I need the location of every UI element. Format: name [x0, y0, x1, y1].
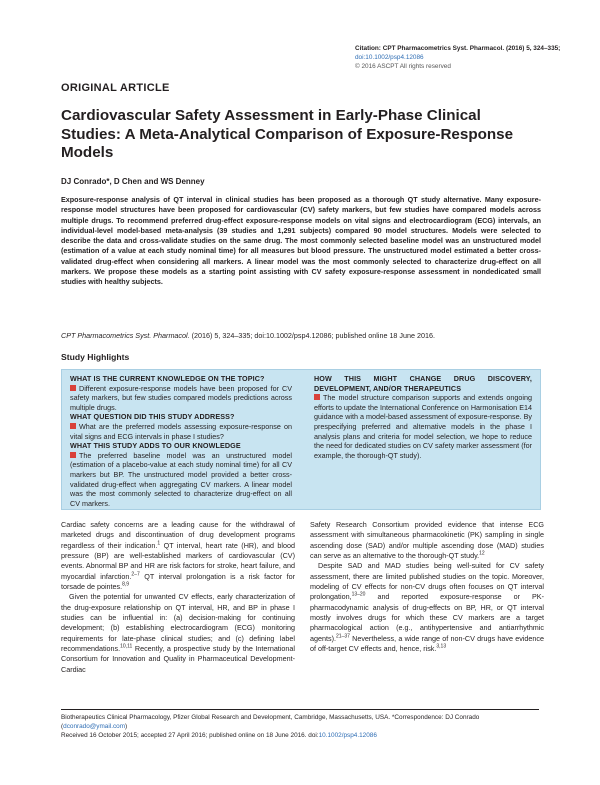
citation-doi-link[interactable]: doi:10.1002/psp4.12086	[355, 54, 424, 61]
highlight-question: WHAT THIS STUDY ADDS TO OUR KNOWLEDGE	[70, 441, 241, 451]
highlight-answer: What are the preferred models assessing exposure-response on vital signs and ECG intervals in phase I studies?	[70, 421, 292, 441]
body-left-column	[61, 520, 295, 675]
citation-block	[355, 44, 570, 71]
article-title: Cardiovascular Safety Assessment in Early-Phase Clinical Studies: A Meta-Analytical Comparison of Exposure-Response Models	[61, 107, 514, 161]
footnote-divider	[61, 709, 539, 710]
highlights-right-column	[314, 374, 532, 460]
highlight-question: WHAT QUESTION DID THIS STUDY ADDRESS?	[70, 412, 235, 422]
authors: DJ Conrado*, D Chen and WS Denney	[61, 177, 205, 186]
highlight-question: HOW THIS MIGHT CHANGE DRUG DISCOVERY, DEVELOPMENT, AND/OR THERAPEUTICS	[314, 374, 532, 393]
affiliation: Biotherapeutics Clinical Pharmacology, Pfizer Global Research and Development, Cambridge, Massachusetts, USA. *Correspondence: DJ Conrado (	[61, 714, 480, 730]
section-label: ORIGINAL ARTICLE	[61, 82, 170, 94]
journal-name: CPT Pharmacometrics Syst. Pharmacol.	[61, 331, 190, 340]
highlights-left-column	[70, 374, 292, 508]
body-paragraph: Despite SAD and MAD studies being well-suited for CV safety assessment, there are limited published studies on the topic. Moreover, modeling of CV effects for non-CV drugs often focuses on QT interval prolongation,$^{13-20}$ and reported exposure-response or PK-pharmacodynamic analysis of drug-effects on BP, HR, or QT interval mostly involves drugs for which these CV markers are a target pharmacological action (e.g., antihypertensive and antiarrhythmic agents).$^{21-37}$ Nevertheless, a wide range of non-CV drugs have evidence of off-target CV effects and, hence, risk.$^{3,13}$	[310, 561, 544, 654]
highlights-heading: Study Highlights	[61, 352, 130, 362]
checkbox-icon	[314, 394, 320, 400]
body-paragraph: Cardiac safety concerns are a leading cause for the withdrawal of marketed drugs and discontinuation of drug development programs regardless of their indication.$^1$ QT interval, heart rate (HR), and blood pressure (BP) are well-established markers of cardiovascular (CV) events. Abnormal BP and HR are risk factors for stroke, heart failure, and myocardial infarction.$^{2-7}$ QT interval prolongation is a risk factor for torsade de pointes.$^{8,9}$	[61, 520, 296, 592]
study-highlights-box	[61, 369, 541, 510]
footnote: Biotherapeutics Clinical Pharmacology, Pfizer Global Research and Development, Cambridge, Massachusetts, USA. *Correspondence: DJ Conrado (dconrado@ymail.com) Received 16 October 2015; accepted 27 April 2016; published online on 18 June 2016. doi:10.1002/psp4.12086	[61, 714, 480, 739]
journal-citation-line	[61, 331, 541, 341]
highlight-question: WHAT IS THE CURRENT KNOWLEDGE ON THE TOPIC?	[70, 374, 265, 383]
citation-text: CPT Pharmacometrics Syst. Pharmacol. (2016) 5, 324–335;	[382, 45, 561, 52]
abstract: Exposure-response analysis of QT interval in clinical studies has been proposed as a thorough QT study alternative. Many exposure-response model structures have been proposed for cardiovascular (CV) safety markers, but few studies have compared models across multiple drugs. To recommend preferred drug-effect exposure-response models on vital signs and electrocardiogram (ECG) intervals, an individual-level model-based meta-analysis (39 studies and 1,291 subjects) compared 90 model structures. Models were selected to describe the data and cross-validate studies on the same drug. The most commonly selected baseline model was an unstructured model (estimation of a value at each study nominal time) for all measures but blood pressure. The unstructured model estimated a better cross-validated drug-effect when considering all markers. A linear model was the most commonly selected to characterize drug-effect on all markers. We propose these models as a starting point assisting with CV safety exposure-response assessment in nondedicated small studies with healthy subjects.	[61, 195, 541, 287]
journal-details: (2016) 5, 324–335; doi:10.1002/psp4.12086; published online 18 June 2016.	[189, 331, 436, 340]
checkbox-icon	[70, 423, 76, 429]
body-paragraph: Safety Research Consortium provided evidence that intense ECG assessment with simultaneous pharmacokinetic (PK) sampling in single ascending dose (SAD) and/or multiple ascending dose (MAD) studies can serve as an alternative to the thorough-QT study.$^{12}$	[310, 520, 544, 561]
highlight-answer: Different exposure-response models have been proposed for CV safety markers, but few studies compared models predictions across multiple drugs.	[70, 383, 292, 412]
citation-label: Citation:	[355, 45, 381, 52]
footnote-doi-link[interactable]: 10.1002/psp4.12086	[318, 732, 377, 739]
received-dates: Received 16 October 2015; accepted 27 April 2016; published online on 18 June 2016. doi:	[61, 732, 319, 739]
copyright: © 2016 ASCPT All rights reserved	[355, 63, 451, 70]
highlight-answer: The preferred baseline model was an unstructured model (estimation of a placebo-value at each study nominal time) for all CV markers but BP. The unstructured model provided a better cross-validated drug-effect when aggregating CV markers. A linear model was the most commonly selected to characterize drug-effect on all CV markers.	[70, 450, 292, 508]
body-paragraph: Given the potential for unwanted CV effects, early characterization of the drug-exposure relationship on QT interval, HR, and BP in phase I studies can be influential in: (a) decision-making for continuing development; (b) establishing electrocardiogram (ECG) monitoring requirements for late-phase clinical studies; and (c) defining label recommendations.$^{10,11}$ Recently, a prospective study by the International Consortium for Innovation and Quality in Pharmaceutical Development-Cardiac	[61, 592, 295, 674]
correspondence-email-link[interactable]: dconrado@ymail.com	[63, 723, 126, 730]
highlight-answer: The model structure comparison supports and extends ongoing efforts to update the International Conference on Harmonisation E14 guidance with a model-based assessment of exposure-response. By prespecifying preferred and alternative models in the phase I analysis plans and criteria for model selection, we hope to reduce the need for dedicated studies on CV safety marker assessment (for example, the thorough-QT study).	[314, 393, 532, 460]
checkbox-icon	[70, 385, 76, 391]
checkbox-icon	[70, 452, 76, 458]
body-right-column	[310, 520, 544, 654]
